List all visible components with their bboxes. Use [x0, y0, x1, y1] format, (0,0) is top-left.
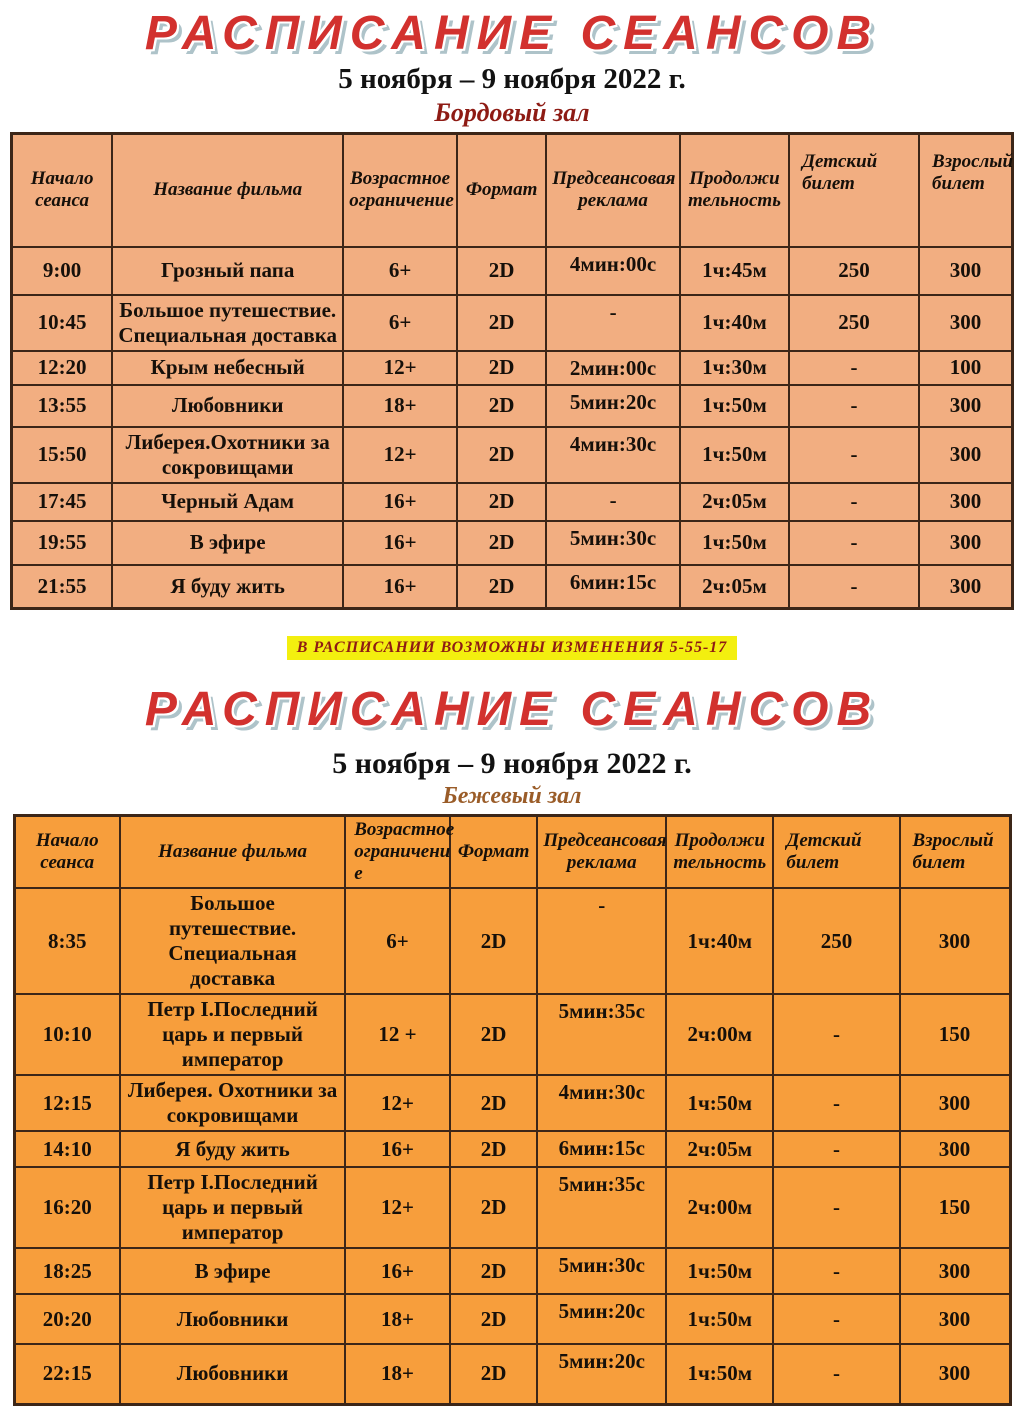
cell-child-ticket: - [773, 1344, 899, 1404]
schedule-row [12, 427, 1013, 483]
cell-adult-ticket: 300 [900, 1131, 1011, 1167]
cell-format: 2D [457, 565, 546, 609]
cell-duration: 2ч:05м [680, 483, 789, 521]
cell-adult-ticket: 300 [900, 1344, 1011, 1404]
cell-start-time: 12:15 [14, 1075, 120, 1131]
cell-age-rating: 6+ [343, 295, 457, 351]
cell-age-rating: 16+ [345, 1131, 450, 1167]
cell-age-rating: 12+ [343, 351, 457, 385]
cell-film-title: Крым небесный [112, 351, 343, 385]
table-header [12, 134, 1013, 247]
cell-duration: 2ч:05м [680, 565, 789, 609]
cell-preshow-ads: 6мин:15с [546, 565, 680, 609]
cell-adult-ticket: 300 [919, 483, 1012, 521]
schedule-row [14, 1344, 1010, 1404]
cell-child-ticket: - [773, 994, 899, 1075]
cell-age-rating: 6+ [345, 888, 450, 994]
cell-adult-ticket: 300 [919, 427, 1012, 483]
cell-preshow-ads: 5мин:30с [546, 521, 680, 565]
cell-child-ticket: - [773, 1131, 899, 1167]
cell-duration: 1ч:50м [666, 1075, 773, 1131]
cell-format: 2D [450, 1248, 538, 1294]
cell-child-ticket: - [773, 1075, 899, 1131]
cell-film-title: В эфире [120, 1248, 345, 1294]
cell-preshow-ads: 2мин:00с [546, 351, 680, 385]
cell-start-time: 22:15 [14, 1344, 120, 1404]
column-header-preshow-ads: Предсеансовая реклама [546, 134, 680, 247]
schedule-row [12, 483, 1013, 521]
cell-format: 2D [457, 295, 546, 351]
cell-film-title: Любовники [120, 1294, 345, 1344]
schedule-row [12, 351, 1013, 385]
cell-adult-ticket: 100 [919, 351, 1012, 385]
cell-duration: 1ч:40м [680, 295, 789, 351]
page-title: РАСПИСАНИЕ СЕАНСОВ [144, 7, 880, 60]
cell-start-time: 20:20 [14, 1294, 120, 1344]
cell-start-time: 10:10 [14, 994, 120, 1075]
cell-duration: 1ч:50м [666, 1294, 773, 1344]
cell-age-rating: 18+ [343, 385, 457, 427]
cell-format: 2D [450, 1131, 538, 1167]
cell-film-title: Либерея.Охотники за сокровищами [112, 427, 343, 483]
cell-format: 2D [457, 521, 546, 565]
cell-age-rating: 12+ [345, 1167, 450, 1248]
cell-start-time: 8:35 [14, 888, 120, 994]
cell-preshow-ads: 5мин:35с [537, 994, 666, 1075]
cell-start-time: 12:20 [12, 351, 113, 385]
cell-format: 2D [450, 1294, 538, 1344]
cell-format: 2D [457, 247, 546, 295]
cell-adult-ticket: 300 [919, 521, 1012, 565]
cell-film-title: Я буду жить [112, 565, 343, 609]
cell-start-time: 18:25 [14, 1248, 120, 1294]
schedule-change-notice: В РАСПИСАНИИ ВОЗМОЖНЫ ИЗМЕНЕНИЯ 5-55-17 [287, 636, 738, 660]
cell-start-time: 10:45 [12, 295, 113, 351]
cell-preshow-ads: 5мин:20с [546, 385, 680, 427]
cell-format: 2D [450, 1075, 538, 1131]
cell-format: 2D [457, 483, 546, 521]
cell-format: 2D [450, 888, 538, 994]
schedule-row [14, 888, 1010, 994]
cell-duration: 1ч:40м [666, 888, 773, 994]
cell-child-ticket: - [773, 1248, 899, 1294]
cell-duration: 2ч:00м [666, 994, 773, 1075]
column-header-child-ticket: Детский билет [773, 816, 899, 889]
cell-preshow-ads: 5мин:35с [537, 1167, 666, 1248]
schedule-row [12, 565, 1013, 609]
cell-film-title: Любовники [120, 1344, 345, 1404]
cell-child-ticket: - [789, 351, 919, 385]
column-header-duration: Продолжи тельность [680, 134, 789, 247]
schedule-row [12, 295, 1013, 351]
schedule-row [14, 1075, 1010, 1131]
cell-film-title: Грозный папа [112, 247, 343, 295]
schedule-row [14, 994, 1010, 1075]
cell-adult-ticket: 300 [919, 565, 1012, 609]
cell-film-title: Петр I.Последний царь и первый император [120, 994, 345, 1075]
cell-age-rating: 16+ [343, 565, 457, 609]
cell-format: 2D [450, 1344, 538, 1404]
notice-container [0, 636, 1024, 660]
cell-child-ticket: 250 [773, 888, 899, 994]
cell-preshow-ads: 5мин:20с [537, 1294, 666, 1344]
cell-format: 2D [457, 427, 546, 483]
cell-start-time: 13:55 [12, 385, 113, 427]
cell-adult-ticket: 300 [919, 295, 1012, 351]
cell-start-time: 9:00 [12, 247, 113, 295]
cell-age-rating: 16+ [343, 521, 457, 565]
cell-child-ticket: - [789, 385, 919, 427]
cell-age-rating: 18+ [345, 1294, 450, 1344]
column-header-film-title: Название фильма [112, 134, 343, 247]
cell-duration: 1ч:45м [680, 247, 789, 295]
cell-preshow-ads: 4мин:30с [546, 427, 680, 483]
cell-start-time: 16:20 [14, 1167, 120, 1248]
cell-duration: 1ч:30м [680, 351, 789, 385]
cell-child-ticket: - [789, 521, 919, 565]
cell-format: 2D [457, 385, 546, 427]
cell-adult-ticket: 300 [900, 888, 1011, 994]
cell-duration: 1ч:50м [680, 521, 789, 565]
cell-film-title: Любовники [112, 385, 343, 427]
cell-preshow-ads: - [546, 295, 680, 351]
schedule-table-bordo [10, 132, 1014, 610]
cell-preshow-ads: - [546, 483, 680, 521]
cell-preshow-ads: 6мин:15с [537, 1131, 666, 1167]
cell-format: 2D [450, 1167, 538, 1248]
cell-start-time: 15:50 [12, 427, 113, 483]
column-header-format: Формат [457, 134, 546, 247]
section-bordo-hall [0, 6, 1024, 610]
cell-age-rating: 18+ [345, 1344, 450, 1404]
cell-preshow-ads: - [537, 888, 666, 994]
cell-film-title: Большое путешествие. Специальная доставка [112, 295, 343, 351]
cell-child-ticket: - [773, 1294, 899, 1344]
cell-child-ticket: - [789, 483, 919, 521]
column-header-start-time: Начало сеанса [14, 816, 120, 889]
column-header-format: Формат [450, 816, 538, 889]
cell-child-ticket: - [789, 565, 919, 609]
schedule-table-beige [13, 814, 1012, 1406]
column-header-film-title: Название фильма [120, 816, 345, 889]
cell-age-rating: 12+ [345, 1075, 450, 1131]
cell-child-ticket: - [789, 427, 919, 483]
column-header-duration: Продолжи тельность [666, 816, 773, 889]
cell-child-ticket: 250 [789, 247, 919, 295]
cell-duration: 1ч:50м [680, 427, 789, 483]
cell-preshow-ads: 5мин:20с [537, 1344, 666, 1404]
cell-start-time: 14:10 [14, 1131, 120, 1167]
column-header-adult-ticket: Взрослый билет [919, 134, 1012, 247]
cell-age-rating: 16+ [345, 1248, 450, 1294]
cell-adult-ticket: 300 [900, 1075, 1011, 1131]
schedule-row [12, 247, 1013, 295]
cell-duration: 1ч:50м [680, 385, 789, 427]
cell-adult-ticket: 150 [900, 1167, 1011, 1248]
cell-film-title: Черный Адам [112, 483, 343, 521]
cell-adult-ticket: 300 [900, 1294, 1011, 1344]
cell-age-rating: 12+ [343, 427, 457, 483]
cell-preshow-ads: 4мин:00с [546, 247, 680, 295]
cell-adult-ticket: 150 [900, 994, 1011, 1075]
cell-duration: 1ч:50м [666, 1344, 773, 1404]
cell-adult-ticket: 300 [919, 385, 1012, 427]
cell-film-title: В эфире [112, 521, 343, 565]
cell-film-title: Либерея. Охотники за сокровищами [120, 1075, 345, 1131]
schedule-row [14, 1131, 1010, 1167]
cell-preshow-ads: 4мин:30с [537, 1075, 666, 1131]
cell-film-title: Я буду жить [120, 1131, 345, 1167]
header-row [12, 134, 1013, 247]
cell-film-title: Петр I.Последний царь и первый император [120, 1167, 345, 1248]
cell-age-rating: 16+ [343, 483, 457, 521]
section-beige-hall [0, 682, 1024, 1406]
column-header-child-ticket: Детский билет [789, 134, 919, 247]
cell-age-rating: 6+ [343, 247, 457, 295]
cell-film-title: Большое путешествие. Специальная доставка [120, 888, 345, 994]
column-header-age-rating: Возрастное ограничени е [345, 816, 450, 889]
date-range: 5 ноября – 9 ноября 2022 г. [338, 63, 686, 95]
hall-name-bordo: Бордовый зал [434, 98, 590, 127]
schedule-row [12, 385, 1013, 427]
table-body [14, 888, 1010, 1404]
cell-adult-ticket: 300 [900, 1248, 1011, 1294]
cell-format: 2D [450, 994, 538, 1075]
cell-adult-ticket: 300 [919, 247, 1012, 295]
cell-duration: 1ч:50м [666, 1248, 773, 1294]
schedule-row [12, 521, 1013, 565]
date-range-2: 5 ноября – 9 ноября 2022 г. [332, 747, 692, 780]
hall-name-beige: Бежевый зал [442, 783, 582, 809]
table-body [12, 247, 1013, 609]
schedule-poster [0, 6, 1024, 1406]
page-title-2: РАСПИСАНИЕ СЕАНСОВ [144, 683, 880, 736]
schedule-row [14, 1167, 1010, 1248]
cell-duration: 2ч:00м [666, 1167, 773, 1248]
cell-duration: 2ч:05м [666, 1131, 773, 1167]
column-header-age-rating: Возрастное ограничение [343, 134, 457, 247]
table-header [14, 816, 1010, 889]
cell-child-ticket: - [773, 1167, 899, 1248]
cell-preshow-ads: 5мин:30с [537, 1248, 666, 1294]
cell-start-time: 19:55 [12, 521, 113, 565]
schedule-row [14, 1294, 1010, 1344]
schedule-row [14, 1248, 1010, 1294]
cell-age-rating: 12 + [345, 994, 450, 1075]
cell-start-time: 21:55 [12, 565, 113, 609]
cell-child-ticket: 250 [789, 295, 919, 351]
column-header-preshow-ads: Предсеансовая реклама [537, 816, 666, 889]
column-header-adult-ticket: Взрослый билет [900, 816, 1011, 889]
header-row [14, 816, 1010, 889]
column-header-start-time: Начало сеанса [12, 134, 113, 247]
cell-format: 2D [457, 351, 546, 385]
cell-start-time: 17:45 [12, 483, 113, 521]
